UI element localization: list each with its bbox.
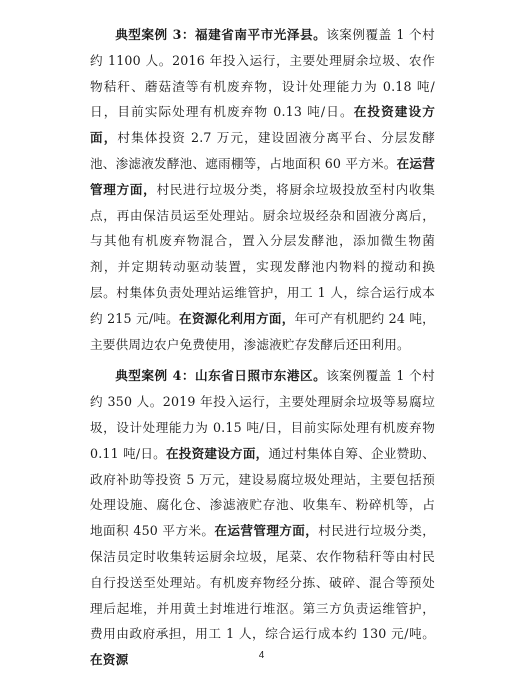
case-3-overview: 该案例覆盖 1 个村约 1100 人。2016 年投入运行，主要处理厨余垃圾、农作物秸秆、蘑菇渣等有机废弃物，设计处理能力为 0.18 吨/日，目前实际处理有机废弃物 0.13 吨/日。: [90, 27, 435, 120]
case-4-investment-heading: 在投资建设方面，: [165, 445, 269, 461]
case-3-investment-text: 村集体投资 2.7 万元，建设固液分离平台、分层发酵池、渗滤液发酵池、遮雨棚等，占地面积 60 平方米。: [90, 130, 435, 171]
case-4-investment-text: 通过村集体自筹、企业赞助、政府补助等投资 5 万元，建设易腐垃圾处理站，主要包括预处理设施、腐化仓、渗滤液贮存池、收集车、粉碎机等，占地面积 450 平方米。: [90, 445, 435, 539]
case-4-overview: 该案例覆盖 1 个村约 350 人。2019 年投入运行，主要处理厨余垃圾等易腐垃圾，设计处理能力为 0.15 吨/日，目前实际处理有机废弃物 0.11 吨/日。: [90, 368, 435, 461]
case-4-heading: 典型案例 4：山东省日照市东港区。: [115, 368, 327, 384]
case-3-utilization-heading: 在资源化利用方面，: [178, 310, 295, 326]
case-3-heading: 典型案例 3：福建省南平市光泽县。: [115, 27, 327, 42]
case-3-operation-heading: 在运营管理方面，: [90, 155, 435, 197]
case-4-utilization-heading: 在资源: [90, 652, 129, 668]
case-4-operation-heading: 在运营管理方面，: [214, 523, 319, 539]
document-body: [90, 22, 435, 679]
page-number: 4: [258, 650, 265, 661]
case-3-utilization-text: 年可产有机肥约 24 吨，主要供周边农户免费使用，渗滤液贮存发酵后还田利用。: [90, 310, 435, 352]
case-4-operation-text: 村民进行垃圾分类，保洁员定时收集转运厨余垃圾，尾菜、农作物秸秆等由村民自行投送至处理站。有机废弃物经分拣、破碎、混合等预处理后起堆，并用黄土封堆进行堆沤。第三方负责运维管护，费用由政府承担，用工 1 人，综合运行成本约 130 元/吨。: [90, 523, 435, 642]
case-3-investment-heading: 在投资建设方面，: [90, 104, 436, 146]
case-3-operation-text: 村民进行垃圾分类，将厨余垃圾投放至村内收集点，再由保洁员运至处理站。厨余垃圾经杂和固液分离后，与其他有机废弃物混合，置入分层发酵池，添加微生物菌剂，并定期转动驱动装置，实现发酵池内物料的搅动和换层。村集体负责处理站运维管护，用工 1 人，综合运行成本约 215 元/吨。: [90, 181, 436, 326]
paragraph-case-3: [90, 22, 435, 357]
paragraph-case-4: [90, 363, 435, 673]
